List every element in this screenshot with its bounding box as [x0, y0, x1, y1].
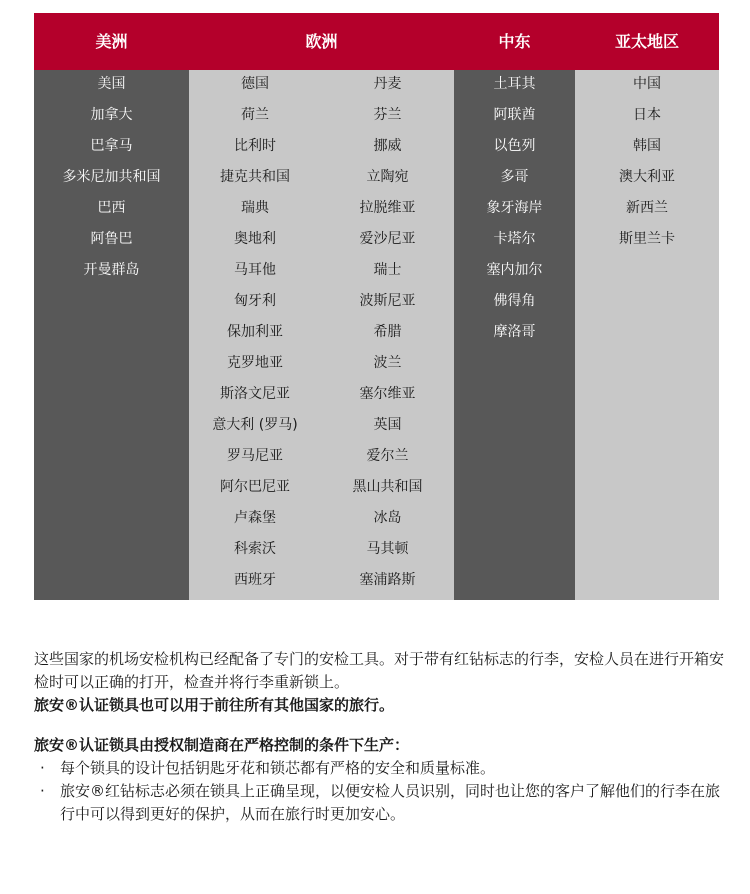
country-name: 象牙海岸: [486, 200, 543, 216]
country-name: 西班牙: [234, 572, 276, 588]
bullet-mark: ·: [40, 782, 45, 800]
country-name: 马耳他: [234, 262, 276, 278]
country-name: 捷克共和国: [220, 169, 290, 185]
notes-heading: 旅安®认证锁具由授权制造商在严格控制的条件下生产：: [34, 736, 410, 754]
country-name: 科索沃: [234, 541, 276, 557]
notes-section: [34, 648, 724, 826]
country-name: 爱沙尼亚: [359, 231, 416, 247]
country-name: 卢森堡: [234, 510, 276, 526]
country-name: 加拿大: [90, 107, 133, 123]
notes-paragraph: 这些国家的机场安检机构已经配备了专门的安检工具。对于带有红钻标志的行李，安检人员在进行开箱安检时可以正确的打开，检查并将行李重新锁上。: [34, 650, 725, 691]
country-table: [34, 13, 719, 600]
country-name: 阿鲁巴: [90, 231, 133, 247]
country-name: 塞内加尔: [486, 262, 543, 278]
country-name: 保加利亚: [227, 324, 283, 340]
country-name: 多哥: [500, 169, 529, 185]
country-name: 克罗地亚: [227, 355, 283, 371]
country-name: 中国: [633, 76, 661, 92]
country-name: 黑山共和国: [352, 479, 423, 495]
country-name: 冰岛: [373, 510, 402, 526]
country-name: 日本: [633, 107, 661, 123]
country-name: 多米尼加共和国: [62, 169, 161, 185]
notes-paragraph-bold: 旅安®认证锁具也可以用于前往所有其他国家的旅行。: [34, 696, 395, 714]
country-name: 阿联酋: [493, 107, 536, 123]
country-name: 摩洛哥: [493, 324, 536, 340]
bullet-item: [34, 757, 724, 780]
country-name: 澳大利亚: [619, 169, 675, 185]
country-name: 希腊: [373, 324, 402, 340]
country-name: 罗马尼亚: [227, 448, 283, 464]
country-name: 马其顿: [366, 541, 409, 557]
country-name: 阿尔巴尼亚: [220, 479, 290, 495]
country-name: 匈牙利: [234, 293, 276, 309]
country-name: 荷兰: [241, 107, 269, 123]
header-europe: 欧洲: [305, 32, 338, 51]
country-name: 比利时: [234, 138, 276, 154]
country-name: 巴西: [97, 200, 126, 216]
column-europe-left: [189, 70, 321, 600]
country-name: 波斯尼亚: [359, 293, 416, 309]
country-name: 丹麦: [373, 76, 402, 92]
column-europe: [189, 70, 454, 600]
country-name: 爱尔兰: [366, 448, 409, 464]
country-name: 韩国: [633, 138, 661, 154]
country-name: 斯里兰卡: [619, 231, 675, 247]
country-name: 英国: [373, 417, 402, 433]
header-americas: 美洲: [95, 32, 128, 51]
bullet-mark: ·: [40, 759, 45, 777]
country-name: 佛得角: [493, 293, 536, 309]
country-name: 土耳其: [493, 76, 536, 92]
bullet-text: 每个锁具的设计包括钥匙牙花和锁芯都有严格的安全和质量标准。: [60, 759, 496, 777]
country-name: 美国: [97, 76, 126, 92]
country-name: 意大利 (罗马): [212, 417, 298, 433]
country-name: 塞浦路斯: [359, 572, 416, 588]
column-apac: [575, 70, 719, 600]
bullet-item: [34, 780, 724, 826]
bullet-text: 旅安®红钻标志必须在锁具上正确呈现，以便安检人员识别，同时也让您的客户了解他们的行李在旅行中可以得到更好的保护，从而在旅行时更加安心。: [60, 782, 721, 823]
column-europe-right: [321, 70, 454, 600]
country-name: 卡塔尔: [493, 231, 536, 247]
country-name: 塞尔维亚: [359, 386, 416, 402]
country-name: 奥地利: [234, 231, 276, 247]
country-name: 立陶宛: [366, 169, 409, 185]
country-name: 德国: [241, 76, 269, 92]
country-name: 波兰: [373, 355, 402, 371]
country-name: 新西兰: [626, 200, 668, 216]
country-name: 挪威: [373, 138, 402, 154]
header-apac: 亚太地区: [614, 32, 679, 51]
country-name: 瑞士: [373, 262, 402, 278]
country-name: 瑞典: [241, 200, 269, 216]
table-header: [34, 13, 719, 70]
column-middle-east: [454, 70, 575, 600]
country-name: 以色列: [493, 138, 536, 154]
header-middle-east: 中东: [498, 32, 531, 51]
column-americas: [34, 70, 189, 600]
country-name: 巴拿马: [90, 138, 133, 154]
country-name: 拉脱维亚: [359, 200, 416, 216]
country-name: 芬兰: [373, 107, 402, 123]
country-name: 斯洛文尼亚: [220, 386, 290, 402]
country-name: 开曼群岛: [83, 262, 140, 278]
